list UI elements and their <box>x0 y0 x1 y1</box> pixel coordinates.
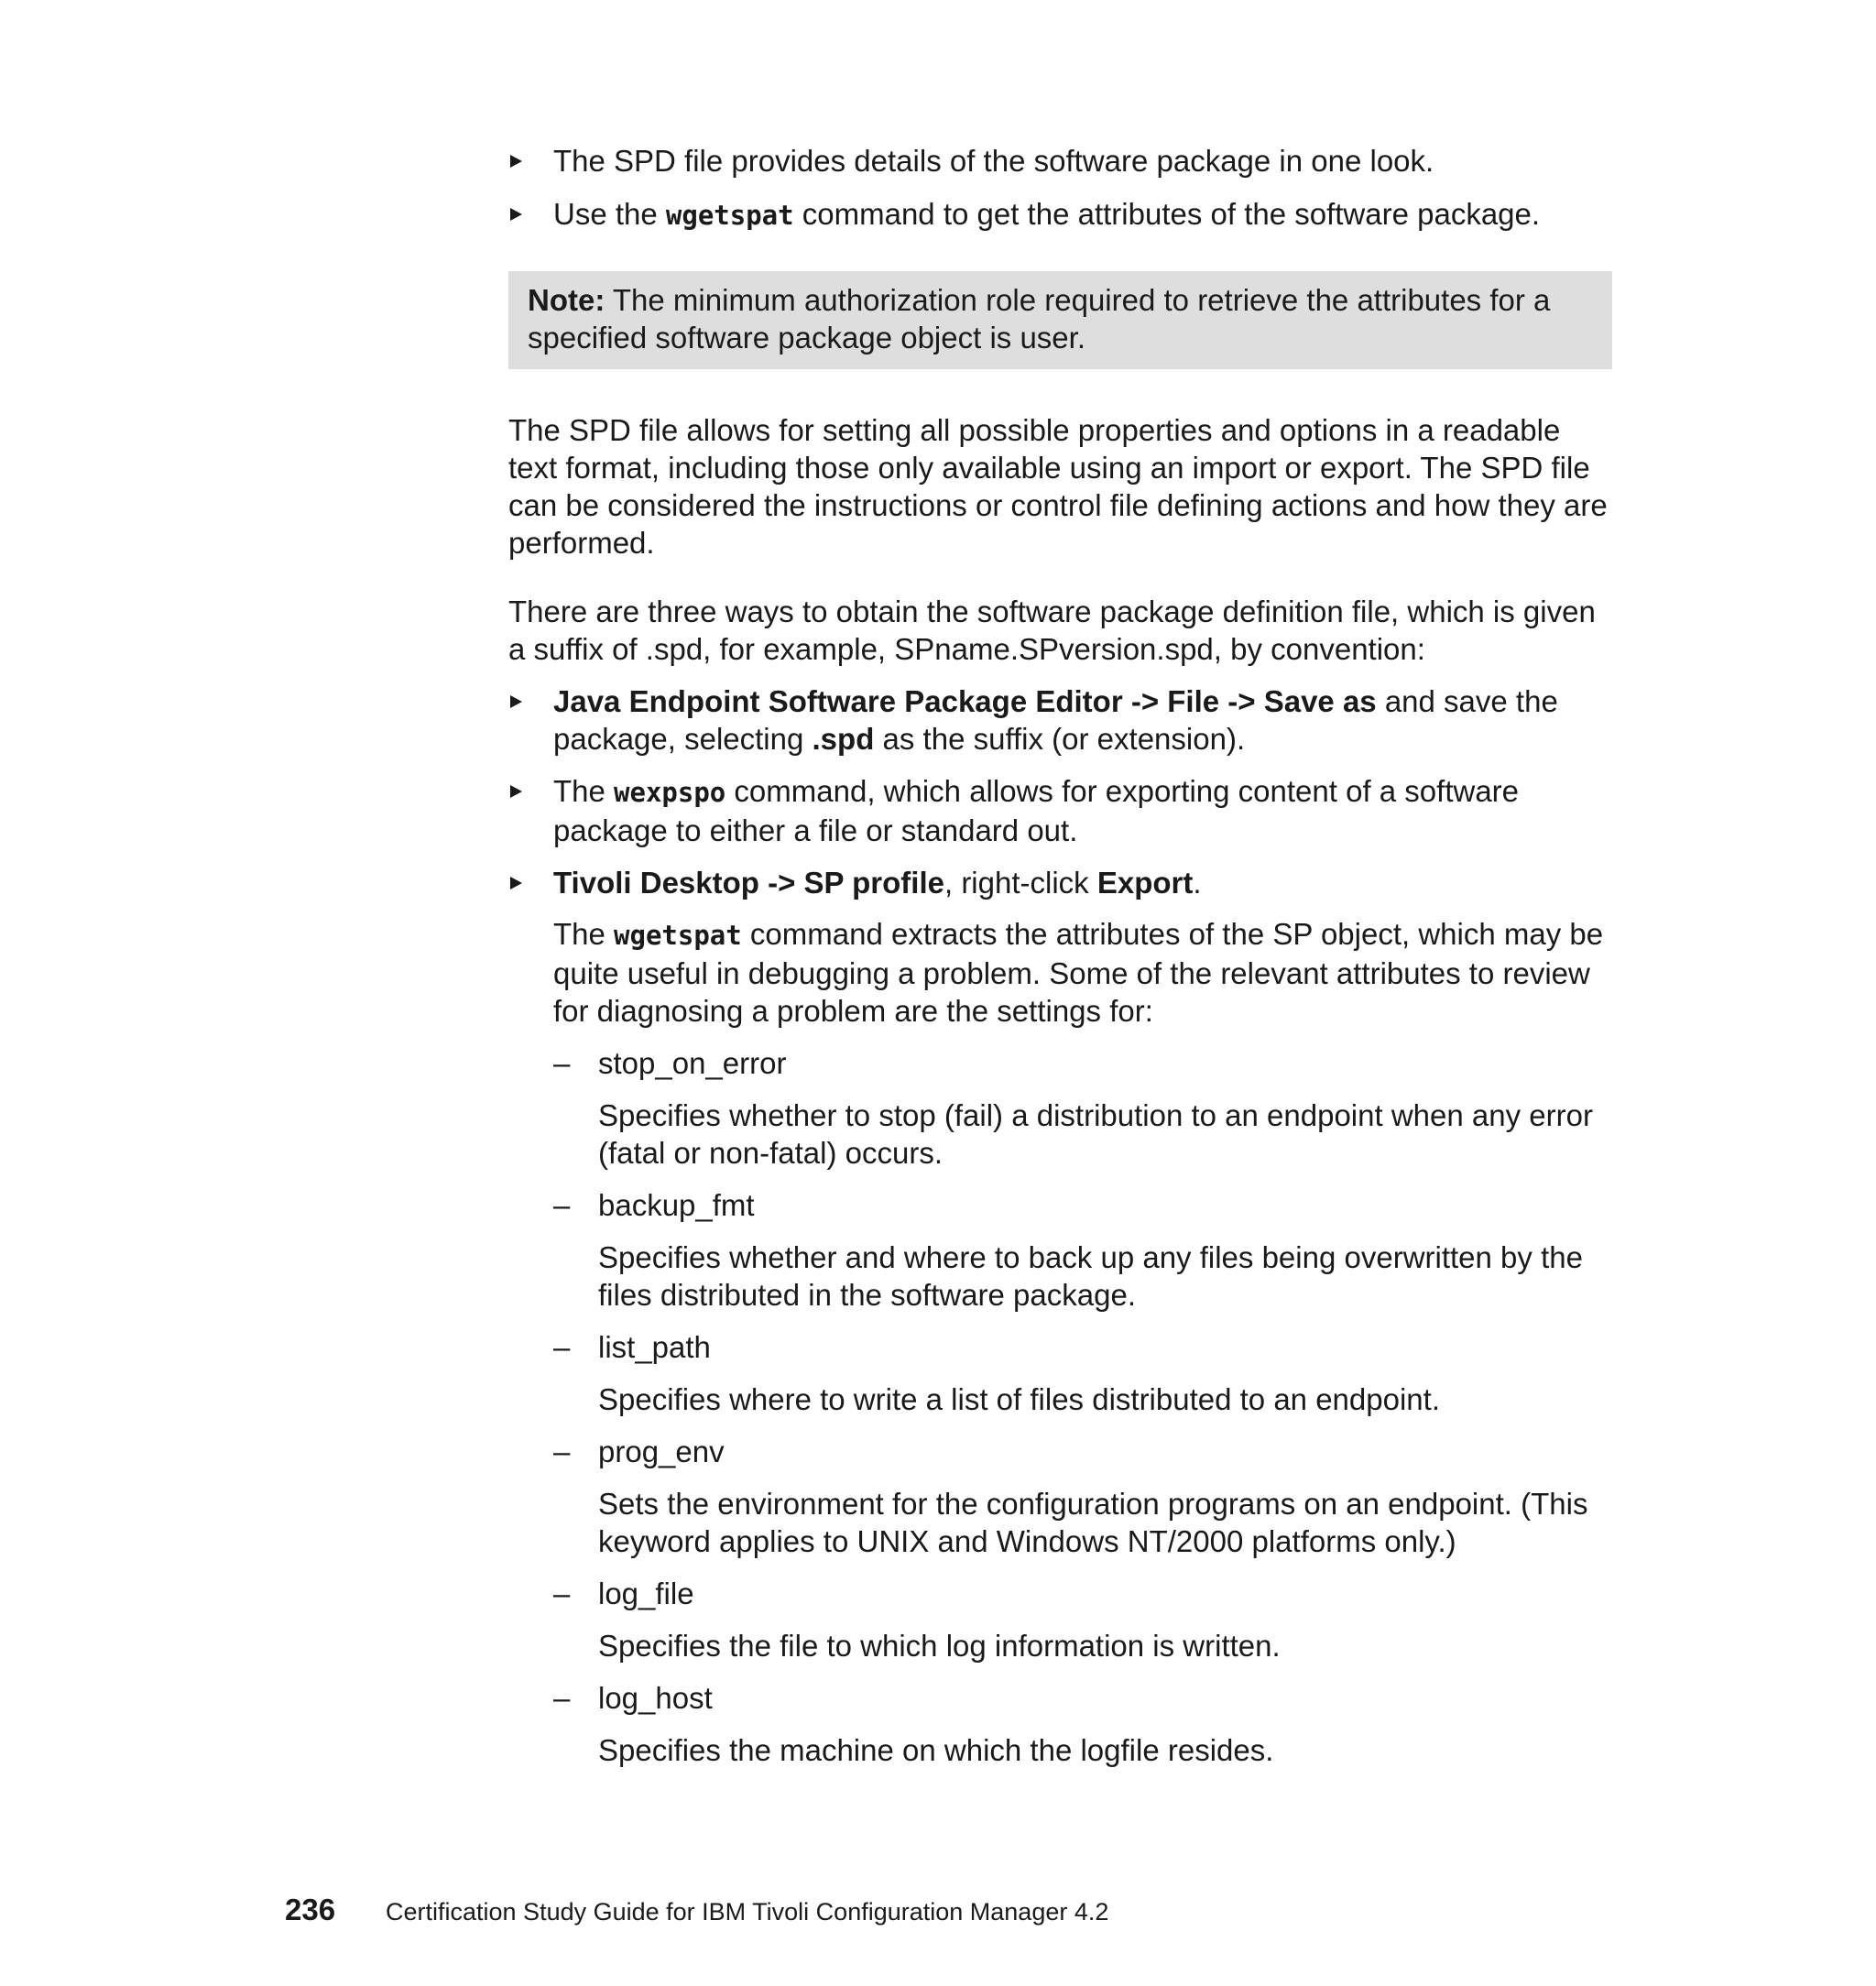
attribute-name: – prog_env <box>553 1435 725 1468</box>
attribute-name: – log_file <box>553 1577 694 1610</box>
bullet-item: Tivoli Desktop -> SP profile, right-click Export. <box>508 864 1612 901</box>
bullet-triangle-icon <box>510 695 522 708</box>
bullet-triangle-icon <box>510 785 522 798</box>
attribute-name: – list_path <box>553 1330 711 1364</box>
note-label: Note: <box>528 283 605 317</box>
bullet-item: Java Endpoint Software Package Editor -> File -> Save as and save the package, selecting .spd as the suffix (or extension). <box>508 682 1612 758</box>
dash-marker: – <box>553 1188 571 1222</box>
dash-marker: – <box>553 1330 571 1364</box>
book-title: Certification Study Guide for IBM Tivoli Configuration Manager 4.2 <box>386 1898 1109 1926</box>
note-text: The minimum authorization role required to retrieve the attributes for a specified software package object is user. <box>528 283 1551 355</box>
attribute-description: Specifies whether to stop (fail) a distribution to an endpoint when any error (fatal or non-fatal) occurs. <box>598 1098 1593 1170</box>
bullet-item: The SPD file provides details of the software package in one look. <box>508 142 1612 180</box>
dash-marker: – <box>553 1681 571 1715</box>
paragraph: The SPD file allows for setting all possible properties and options in a readable text format, including those only available using an import or export. The SPD file can be considered the instructions or control file defining actions and how they are performed. <box>508 413 1608 560</box>
dash-marker: – <box>553 1046 571 1080</box>
attribute-description: Sets the environment for the configuration programs on an endpoint. (This keyword applies to UNIX and Windows NT/2000 platforms only.) <box>598 1487 1588 1558</box>
command-name: wgetspat <box>614 920 742 951</box>
paragraph: The wgetspat command extracts the attributes of the SP object, which may be quite useful in debugging a problem. Some of the relevant attributes to review for diagnosing a problem are the settings for: <box>553 917 1604 1028</box>
bullet-item: Use the wgetspat command to get the attributes of the software package. <box>508 195 1612 235</box>
command-name: wexpspo <box>614 777 726 808</box>
bullet-item: The wexpspo command, which allows for exporting content of a software package to either a file or standard out. <box>508 772 1612 849</box>
attribute-name: – stop_on_error <box>553 1046 787 1080</box>
attribute-description: Specifies where to write a list of files distributed to an endpoint. <box>598 1382 1440 1416</box>
bullet-triangle-icon <box>510 208 522 221</box>
attribute-description: Specifies whether and where to back up any files being overwritten by the files distributed in the software package. <box>598 1240 1583 1312</box>
note-box <box>508 271 1612 369</box>
attribute-description: Specifies the machine on which the logfile resides. <box>598 1733 1274 1767</box>
dash-marker: – <box>553 1435 571 1468</box>
paragraph: There are three ways to obtain the software package definition file, which is given a suffix of .spd, for example, SPname.SPversion.spd, by convention: <box>508 595 1596 666</box>
attribute-name: – log_host <box>553 1681 713 1715</box>
attribute-description: Specifies the file to which log information is written. <box>598 1629 1281 1663</box>
bullet-triangle-icon <box>510 877 522 889</box>
bullet-triangle-icon <box>510 155 522 168</box>
page-content <box>508 142 1612 1784</box>
dash-marker: – <box>553 1577 571 1610</box>
page-number: 236 <box>285 1893 336 1926</box>
command-name: wgetspat <box>665 200 794 231</box>
attribute-name: – backup_fmt <box>553 1188 755 1222</box>
